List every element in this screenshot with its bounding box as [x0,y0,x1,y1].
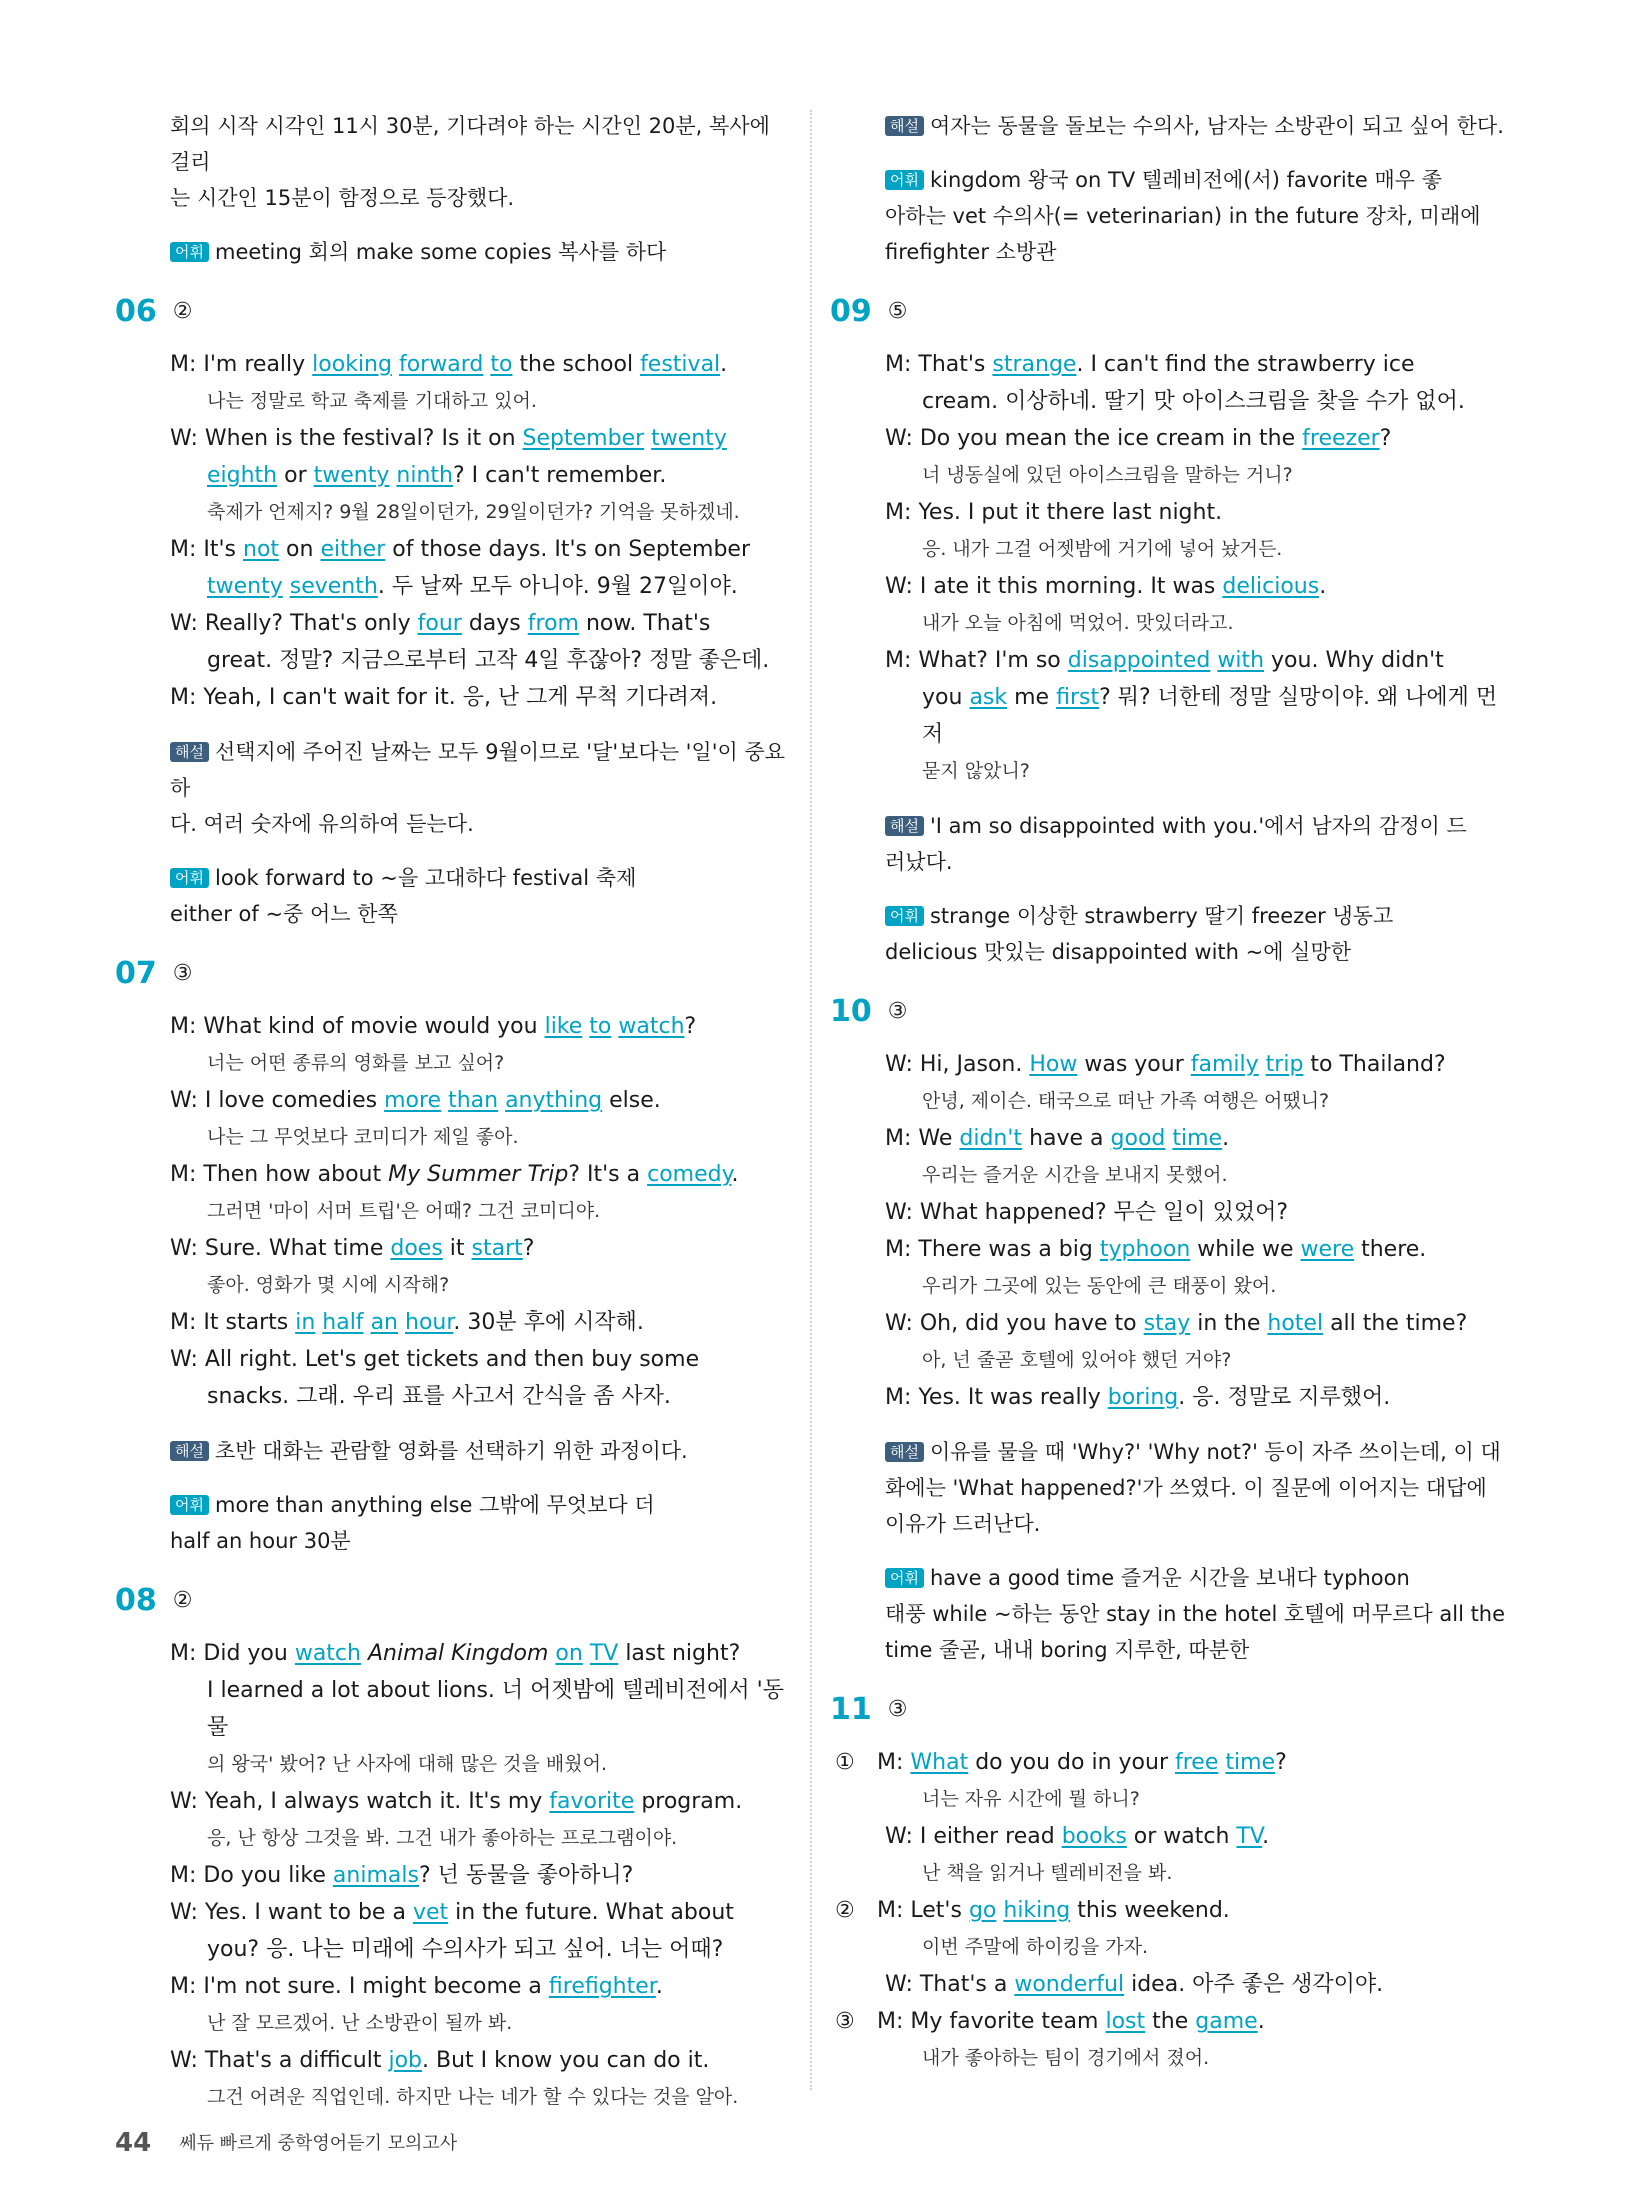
dialogue-line: M: Yes. It was really boring. 응. 정말로 지루했어. [885,1385,1391,1410]
dialogue-line: W: Really? That's only four days from now. That's [170,611,711,636]
dialogue-line: M: I'm really looking forward to the school festival. [170,352,728,377]
explanation-tag: 해설 [885,1442,924,1462]
translation: 우리는 즐거운 시간을 보내지 못했어. [922,1164,1228,1186]
explanation-tag: 해설 [170,742,209,762]
explanation: 해설 여자는 동물을 돌보는 수의사, 남자는 소방관이 되고 싶어 한다. [885,108,1510,144]
vocab: 어휘 kingdom 왕국 on TV 텔레비전에(서) favorite 매우 좋 아하는 vet 수의사(= veterinarian) in the future 장차, 미래에 firefighter 소방관 [885,168,1481,264]
explanation: 해설 'I am so disappointed with you.'에서 남자의 감정이 드 러났다. [885,814,1467,874]
translation: 나는 그 무엇보다 코미디가 제일 좋아. [207,1126,519,1148]
dialogue-line: M: It's not on either of those days. It's on September [170,537,750,562]
dialogue-line: I learned a lot about lions. 너 어젯밤에 텔레비전에서 '동물 [207,1678,784,1740]
page-footer [115,2128,457,2158]
vocab-tag: 어휘 [170,1495,209,1515]
question-11-number: 11 ③ [830,1692,908,1727]
dialogue-line: M: What kind of movie would you like to watch? [170,1014,697,1039]
dialogue-line: W: When is the festival? Is it on September twenty [170,426,727,451]
dialogue-line: W: Hi, Jason. How was your family trip to Thailand? [885,1052,1446,1077]
vocab: 어휘 more than anything else 그밖에 무엇보다 더 half an hour 30분 [170,1493,655,1553]
option-1-line: ① M: What do you do in your free time? [835,1750,1287,1775]
dialogue-line: you? 응. 나는 미래에 수의사가 되고 싶어. 너는 어때? [207,1937,724,1962]
dialogue-line: W: What happened? 무슨 일이 있었어? [885,1200,1289,1225]
translation: 아, 넌 줄곧 호텔에 있어야 했던 거야? [922,1349,1232,1371]
dialogue-line: W: Oh, did you have to stay in the hotel all the time? [885,1311,1468,1336]
dialogue-line: W: Sure. What time does it start? [170,1236,535,1261]
dialogue-line: M: It starts in half an hour. 30분 후에 시작해. [170,1310,644,1335]
translation: 그러면 '마이 서머 트립'은 어때? 그건 코미디야. [207,1200,601,1222]
option-2-line: ② M: Let's go hiking this weekend. [835,1898,1230,1923]
translation: 응, 난 항상 그것을 봐. 그건 내가 좋아하는 프로그램이야. [207,1827,678,1849]
explanation-tag: 해설 [885,116,924,136]
translation: 내가 좋아하는 팀이 경기에서 졌어. [922,2047,1210,2069]
translation: 안녕, 제이슨. 태국으로 떠난 가족 여행은 어땠니? [922,1090,1330,1112]
book-title: 쎄듀 빠르게 중학영어듣기 모의고사 [179,2133,458,2154]
translation: 나는 정말로 학교 축제를 기대하고 있어. [207,390,537,412]
translation: 너는 자유 시간에 뭘 하니? [922,1788,1140,1810]
dialogue-line: W: I love comedies more than anything else. [170,1088,661,1113]
vocab-tag: 어휘 [885,1568,924,1588]
carryover-explanation: 회의 시작 시각인 11시 30분, 기다려야 하는 시간인 20분, 복사에 걸리 는 시간인 15분이 함정으로 등장했다. [170,114,770,210]
vocab: 어휘 strange 이상한 strawberry 딸기 freezer 냉동고 delicious 맛있는 disappointed with ~에 실망한 [885,904,1394,964]
explanation: 해설 이유를 물을 때 'Why?' 'Why not?' 등이 자주 쓰이는데, 이 대 화에는 'What happened?'가 쓰였다. 이 질문에 이어지는 대답에 이유가 드러난다. [885,1440,1501,1536]
translation: 축제가 언제지? 9월 28일이던가, 29일이던가? 기억을 못하겠네. [207,501,740,523]
dialogue-line: you ask me first? 뭐? 너한테 정말 실망이야. 왜 나에게 먼저 [922,685,1498,747]
option-3-line: ③ M: My favorite team lost the game. [835,2009,1265,2034]
dialogue-line: M: Do you like animals? 넌 동물을 좋아하니? [170,1863,634,1888]
vocab-tag: 어휘 [885,906,924,926]
vocab: 어휘 have a good time 즐거운 시간을 보내다 typhoon 태풍 while ~하는 동안 stay in the hotel 호텔에 머무르다 all the time 줄곧, 내내 boring 지루한, 따분한 [885,1566,1506,1662]
dialogue-line: eighth or twenty ninth? I can't remember. [207,463,667,488]
dialogue-line: M: Then how about My Summer Trip? It's a comedy. [170,1162,739,1187]
translation: 좋아. 영화가 몇 시에 시작해? [207,1274,450,1296]
dialogue-line: W: I ate it this morning. It was delicious. [885,574,1327,599]
column-divider [810,110,812,2090]
dialogue-line: M: There was a big typhoon while we were there. [885,1237,1427,1262]
dialogue-line: M: Yeah, I can't wait for it. 응, 난 그게 무척 기다려져. [170,685,718,710]
translation: 우리가 그곳에 있는 동안에 큰 태풍이 왔어. [922,1275,1277,1297]
translation: 내가 오늘 아침에 먹었어. 맛있더라고. [922,612,1234,634]
translation: 너 냉동실에 있던 아이스크림을 말하는 거니? [922,464,1293,486]
explanation-tag: 해설 [170,1441,209,1461]
translation: 난 책을 읽거나 텔레비전을 봐. [922,1862,1173,1884]
dialogue-line: M: We didn't have a good time. [885,1126,1230,1151]
vocab: 어휘 look forward to ~을 고대하다 festival 축제 either of ~중 어느 한쪽 [170,866,637,926]
translation: 난 잘 모르겠어. 난 소방관이 될까 봐. [207,2012,513,2034]
dialogue-line: W: Do you mean the ice cream in the freezer? [885,426,1392,451]
explanation: 해설 선택지에 주어진 날짜는 모두 9월이므로 '달'보다는 '일'이 중요하 다. 여러 숫자에 유의하여 듣는다. [170,740,786,836]
carryover-vocab: 어휘 meeting 회의 make some copies 복사를 하다 [170,234,795,270]
dialogue-line: cream. 이상하네. 딸기 맛 아이스크림을 찾을 수가 없어. [922,389,1465,414]
explanation-tag: 해설 [885,816,924,836]
question-10-number: 10 ③ [830,994,908,1029]
dialogue-line: W: Yes. I want to be a vet in the future. What about [170,1900,734,1925]
explanation: 해설 초반 대화는 관람할 영화를 선택하기 위한 과정이다. [170,1433,795,1469]
dialogue-line: M: I'm not sure. I might become a firefighter. [170,1974,663,1999]
translation: 너는 어떤 종류의 영화를 보고 싶어? [207,1052,505,1074]
dialogue-line: M: Did you watch Animal Kingdom on TV last night? [170,1641,741,1666]
vocab-tag: 어휘 [170,242,209,262]
dialogue-line: W: I either read books or watch TV. [885,1824,1270,1849]
dialogue-line: snacks. 그래. 우리 표를 사고서 간식을 좀 사자. [207,1384,671,1409]
question-06-number: 06 ② [115,294,193,329]
dialogue-line: M: What? I'm so disappointed with you. Why didn't [885,648,1444,673]
dialogue-line: W: All right. Let's get tickets and then buy some [170,1347,700,1372]
left-column [115,108,795,2116]
page-number: 44 [115,2128,152,2158]
vocab-tag: 어휘 [170,868,209,888]
translation: 응. 내가 그걸 어젯밤에 거기에 넣어 놨거든. [922,538,1283,560]
question-08-number: 08 ② [115,1583,193,1618]
dialogue-line: W: That's a wonderful idea. 아주 좋은 생각이야. [885,1972,1384,1997]
question-09-number: 09 ⑤ [830,294,908,329]
translation: 그건 어려운 직업인데. 하지만 나는 네가 할 수 있다는 것을 알아. [207,2086,739,2108]
translation: 묻지 않았니? [922,760,1030,782]
vocab-tag: 어휘 [885,170,924,190]
dialogue-line: M: Yes. I put it there last night. [885,500,1223,525]
dialogue-line: great. 정말? 지금으로부터 고작 4일 후잖아? 정말 좋은데. [207,648,770,673]
dialogue-line: W: Yeah, I always watch it. It's my favorite program. [170,1789,743,1814]
dialogue-line: W: That's a difficult job. But I know you can do it. [170,2048,710,2073]
translation: 의 왕국' 봤어? 난 사자에 대해 많은 것을 배웠어. [207,1753,608,1775]
question-07-number: 07 ③ [115,956,193,991]
translation: 이번 주말에 하이킹을 가자. [922,1936,1149,1958]
dialogue-line: twenty seventh. 두 날짜 모두 아니야. 9월 27일이야. [207,574,738,599]
right-column [830,108,1510,2077]
dialogue-line: M: That's strange. I can't find the strawberry ice [885,352,1415,377]
